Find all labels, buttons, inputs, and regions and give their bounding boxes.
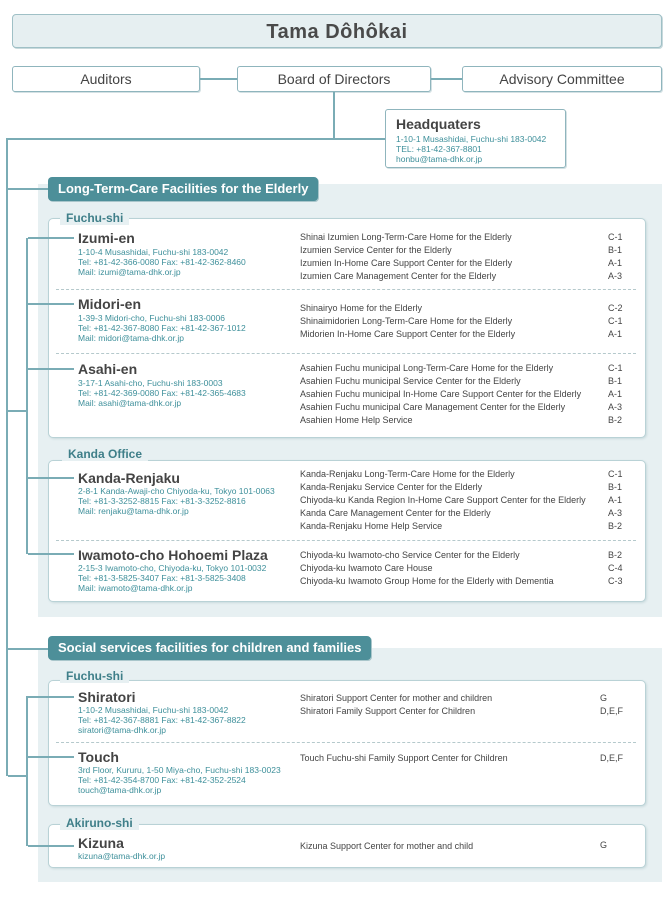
service-name: Asahien Fuchu municipal Care Management Center for the Elderly xyxy=(300,402,566,412)
facility-mail: kizuna@tama-dhk.or.jp xyxy=(78,851,166,861)
facility-tel: Tel: +81-42-366-0080 Fax: +81-42-362-8460 xyxy=(78,257,246,267)
connector-iwamoto-cho xyxy=(28,553,74,555)
service-code: A-1 xyxy=(608,258,623,268)
service-code: B-2 xyxy=(608,550,623,560)
service-code: A-3 xyxy=(608,402,623,412)
facility-tel: Tel: +81-3-5825-3407 Fax: +81-3-5825-3408 xyxy=(78,573,246,583)
service-name: Shiratori Family Support Center for Children xyxy=(300,706,476,716)
service-name: Shinairyo Home for the Elderly xyxy=(300,303,423,313)
connector-asahi-en xyxy=(28,368,74,370)
connector-kanda-renjaku xyxy=(28,477,74,479)
headquarters-address: 1-10-1 Musashidai, Fuchu-shi 183-0042 xyxy=(396,134,547,144)
facility-name-kanda-renjaku: Kanda-Renjaku xyxy=(78,470,180,486)
facility-name-shiratori: Shiratori xyxy=(78,689,136,705)
service-code: C-2 xyxy=(608,303,623,313)
divider xyxy=(56,742,636,743)
service-name: Shiratori Support Center for mother and children xyxy=(300,693,493,703)
service-name: Chiyoda-ku Iwamoto Care House xyxy=(300,563,433,573)
service-name: Shinaimidorien Long-Term-Care Home for the Elderly xyxy=(300,316,513,326)
connector-touch xyxy=(28,756,74,758)
service-code: C-3 xyxy=(608,576,623,586)
service-code: A-1 xyxy=(608,495,623,505)
service-name: Asahien Fuchu municipal Service Center for the Elderly xyxy=(300,376,521,386)
service-name: Chiyoda-ku Iwamoto-cho Service Center for the Elderly xyxy=(300,550,520,560)
service-code: A-3 xyxy=(608,271,623,281)
service-code: B-1 xyxy=(608,482,623,492)
connector-izumi-en xyxy=(28,237,74,239)
connector-main-vertical xyxy=(6,138,8,776)
service-name: Asahien Fuchu municipal Long-Term-Care Home for the Elderly xyxy=(300,363,554,373)
connector-elderly-section xyxy=(8,188,48,190)
service-name: Kanda-Renjaku Home Help Service xyxy=(300,521,443,531)
service-code: G xyxy=(600,840,608,850)
facility-mail: siratori@tama-dhk.or.jp xyxy=(78,725,166,735)
advisory-committee-label: Advisory Committee xyxy=(499,71,625,87)
facility-mail: Mail: iwamoto@tama-dhk.or.jp xyxy=(78,583,193,593)
facility-address: 1-10-2 Musashidai, Fuchu-shi 183-0042 xyxy=(78,705,229,715)
facility-name-touch: Touch xyxy=(78,749,119,765)
service-name: Izumien In-Home Care Support Center for the Elderly xyxy=(300,258,513,268)
board-of-directors-label: Board of Directors xyxy=(277,71,391,87)
service-name: Kanda-Renjaku Service Center for the Elderly xyxy=(300,482,483,492)
service-code: G xyxy=(600,693,608,703)
service-code: C-1 xyxy=(608,469,623,479)
service-name: Asahien Home Help Service xyxy=(300,415,413,425)
facility-tel: Tel: +81-42-354-8700 Fax: +81-42-352-2524 xyxy=(78,775,246,785)
service-name: Kanda-Renjaku Long-Term-Care Home for the Elderly xyxy=(300,469,515,479)
service-code: D,E,F xyxy=(600,706,624,716)
facility-tel: Tel: +81-42-369-0080 Fax: +81-42-365-4683 xyxy=(78,388,246,398)
elderly-section-title: Long-Term-Care Facilities for the Elderly xyxy=(48,177,318,201)
facility-tel: Tel: +81-3-3252-8815 Fax: +81-3-3252-8816 xyxy=(78,496,246,506)
connector-headquarters xyxy=(335,138,385,140)
service-code: C-1 xyxy=(608,232,623,242)
service-name: Kizuna Support Center for mother and child xyxy=(300,841,474,851)
connector-elderly-vertical xyxy=(26,238,28,554)
connector-advisory xyxy=(431,78,462,80)
facility-mail: touch@tama-dhk.or.jp xyxy=(78,785,162,795)
service-code: C-1 xyxy=(608,316,623,326)
facility-name-midori-en: Midori-en xyxy=(78,296,141,312)
facility-name-kizuna: Kizuna xyxy=(78,835,124,851)
facility-address: 3-17-1 Asahi-cho, Fuchu-shi 183-0003 xyxy=(78,378,223,388)
facility-address: 1-39-3 Midori-cho, Fuchu-shi 183-0006 xyxy=(78,313,225,323)
facility-mail: Mail: renjaku@tama-dhk.or.jp xyxy=(78,506,189,516)
divider xyxy=(56,353,636,354)
organization-title: Tama Dôhôkai xyxy=(266,21,408,43)
facility-mail: Mail: izumi@tama-dhk.or.jp xyxy=(78,267,181,277)
children-section-title: Social services facilities for children and families xyxy=(48,636,371,660)
elderly-kanda-label: Kanda Office xyxy=(62,447,148,461)
service-code: C-1 xyxy=(608,363,623,373)
headquarters-tel: TEL: +81-42-367-8801 xyxy=(396,144,482,154)
facility-address: 2-15-3 Iwamoto-cho, Chiyoda-ku, Tokyo 101-0032 xyxy=(78,563,267,573)
facility-address: 1-10-4 Musashidai, Fuchu-shi 183-0042 xyxy=(78,247,229,257)
service-name: Kanda Care Management Center for the Elderly xyxy=(300,508,491,518)
service-code: A-1 xyxy=(608,389,623,399)
connector-kizuna xyxy=(28,845,74,847)
service-name: Chiyoda-ku Kanda Region In-Home Care Support Center for the Elderly xyxy=(300,495,586,505)
connector-midori-en xyxy=(28,303,74,305)
advisory-committee-box xyxy=(462,66,662,92)
organization-title-box xyxy=(12,14,662,48)
facility-tel: Tel: +81-42-367-8881 Fax: +81-42-367-8822 xyxy=(78,715,246,725)
service-code: C-4 xyxy=(608,563,623,573)
connector-main-horizontal xyxy=(6,138,335,140)
divider xyxy=(56,289,636,290)
divider xyxy=(56,540,636,541)
facility-name-asahi-en: Asahi-en xyxy=(78,361,138,377)
service-name: Izumien Care Management Center for the Elderly xyxy=(300,271,497,281)
connector-children-branch xyxy=(8,775,28,777)
service-code: B-2 xyxy=(608,521,623,531)
service-name: Izumien Service Center for the Elderly xyxy=(300,245,452,255)
facility-name-izumi-en: Izumi-en xyxy=(78,230,135,246)
service-name: Asahien Fuchu municipal In-Home Care Support Center for the Elderly xyxy=(300,389,582,399)
facility-mail: Mail: midori@tama-dhk.or.jp xyxy=(78,333,184,343)
service-name: Midorien In-Home Care Support Center for the Elderly xyxy=(300,329,516,339)
service-name: Shinai Izumien Long-Term-Care Home for the Elderly xyxy=(300,232,512,242)
service-code: B-1 xyxy=(608,376,623,386)
auditors-box xyxy=(12,66,200,92)
connector-shiratori xyxy=(28,696,74,698)
service-name: Touch Fuchu-shi Family Support Center for Children xyxy=(300,753,508,763)
connector-children-vertical xyxy=(26,696,28,846)
facility-tel: Tel: +81-42-367-8080 Fax: +81-42-367-1012 xyxy=(78,323,246,333)
connector-board-down xyxy=(333,92,335,140)
board-of-directors-box xyxy=(237,66,431,92)
facility-address: 2-8-1 Kanda-Awaji-cho Chiyoda-ku, Tokyo 101-0063 xyxy=(78,486,275,496)
service-code: B-2 xyxy=(608,415,623,425)
headquarters-mail: honbu@tama-dhk.or.jp xyxy=(396,154,483,164)
service-code: B-1 xyxy=(608,245,623,255)
facility-mail: Mail: asahi@tama-dhk.or.jp xyxy=(78,398,182,408)
service-name: Chiyoda-ku Iwamoto Group Home for the Elderly with Dementia xyxy=(300,576,554,586)
connector-children-section xyxy=(8,648,48,650)
children-akiruno-label: Akiruno-shi xyxy=(60,816,139,830)
connector-elderly-branch xyxy=(8,410,28,412)
auditors-label: Auditors xyxy=(80,71,132,87)
service-code: A-3 xyxy=(608,508,623,518)
headquarters-box xyxy=(385,109,566,168)
facility-name-iwamoto-cho: Iwamoto-cho Hohoemi Plaza xyxy=(78,547,268,563)
children-fuchu-label: Fuchu-shi xyxy=(60,669,129,683)
service-code: D,E,F xyxy=(600,753,624,763)
connector-auditors xyxy=(200,78,237,80)
headquarters-title: Headquaters xyxy=(396,116,481,132)
service-code: A-1 xyxy=(608,329,623,339)
elderly-fuchu-label: Fuchu-shi xyxy=(60,211,129,225)
facility-address: 3rd Floor, Kururu, 1-50 Miya-cho, Fuchu-shi 183-0023 xyxy=(78,765,281,775)
